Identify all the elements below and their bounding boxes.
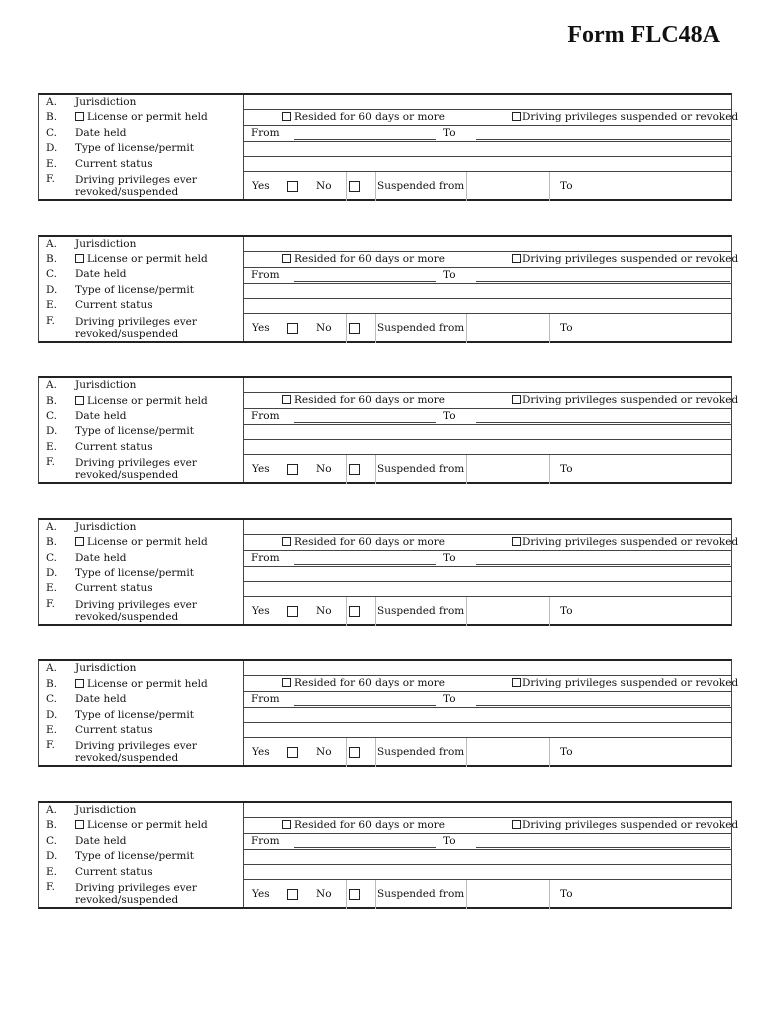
to-label: To: [443, 410, 456, 423]
license-type-field[interactable]: [244, 425, 731, 440]
privileges-row: [244, 172, 731, 201]
suspended-from-label: Suspended from: [377, 746, 465, 759]
resided-option: [282, 677, 445, 689]
item-labels: [75, 803, 208, 908]
suspended-to-label: To: [560, 604, 573, 617]
row-divider: [375, 455, 376, 484]
date-held-row: [244, 268, 731, 284]
privileges-row: [244, 314, 731, 343]
no-label: No: [316, 888, 332, 900]
label-current-status: Current status: [75, 299, 153, 312]
no-checkbox[interactable]: [349, 747, 360, 758]
item-labels: [75, 378, 208, 483]
no-label: No: [316, 746, 332, 759]
label-privileges-line1: Driving privileges ever: [75, 315, 197, 328]
label-license-held: [75, 535, 208, 550]
row-divider: [346, 172, 347, 201]
row-divider: [466, 880, 467, 909]
letter-b: B.: [46, 111, 58, 124]
license-type-field[interactable]: [244, 850, 731, 865]
license-held-text: License or permit held: [87, 536, 208, 549]
no-label: No: [316, 321, 332, 334]
label-current-status: Current status: [75, 723, 153, 736]
license-type-field[interactable]: [244, 284, 731, 299]
suspended-option: [512, 819, 738, 831]
label-license-type: Type of license/permit: [75, 142, 194, 155]
to-date-field[interactable]: [476, 705, 730, 706]
letter-e: E.: [46, 440, 58, 453]
no-checkbox[interactable]: [349, 889, 360, 900]
jurisdiction-field[interactable]: [244, 803, 731, 818]
yes-checkbox[interactable]: [287, 889, 298, 900]
license-block: [38, 518, 739, 626]
suspended-text: Driving privileges suspended or revoked: [522, 535, 739, 548]
resided-text: Resided for 60 days or more: [294, 535, 445, 548]
yes-checkbox[interactable]: [287, 606, 298, 617]
yes-label: Yes: [252, 321, 270, 334]
license-block: [38, 93, 739, 201]
yes-label: Yes: [252, 746, 270, 759]
license-type-field[interactable]: [244, 567, 731, 582]
label-license-held: [75, 110, 208, 125]
from-label: From: [251, 127, 280, 139]
label-privileges-line1: Driving privileges ever: [75, 457, 197, 470]
suspended-checkbox[interactable]: [512, 537, 521, 546]
to-date-field[interactable]: [476, 422, 730, 423]
suspended-text: Driving privileges suspended or revoked: [522, 252, 739, 265]
entry-area: [243, 95, 739, 199]
label-privileges: [75, 314, 208, 342]
to-label: To: [443, 835, 456, 847]
no-checkbox[interactable]: [349, 464, 360, 475]
row-divider: [549, 314, 550, 343]
suspended-option: [512, 253, 738, 265]
label-license-held: [75, 394, 208, 409]
date-held-row: [244, 834, 731, 850]
letter-e: E.: [46, 582, 58, 595]
letter-c: C.: [46, 126, 57, 139]
no-label: No: [316, 180, 332, 192]
suspended-to-label: To: [560, 888, 573, 900]
suspended-text: Driving privileges suspended or revoked: [522, 111, 739, 123]
label-license-type: Type of license/permit: [75, 283, 194, 296]
date-held-row: [244, 692, 731, 708]
letter-b: B.: [46, 536, 58, 549]
resided-text: Resided for 60 days or more: [294, 394, 445, 407]
letter-d: D.: [46, 850, 58, 863]
yes-label: Yes: [252, 463, 270, 476]
resided-option: [282, 394, 445, 406]
label-license-held: [75, 252, 208, 267]
label-privileges-line1: Driving privileges ever: [75, 598, 197, 611]
item-letters: [46, 237, 57, 329]
license-held-checkbox[interactable]: [75, 679, 84, 688]
date-held-row: [244, 126, 731, 142]
license-held-checkbox[interactable]: [75, 537, 84, 546]
row-divider: [466, 314, 467, 343]
label-jurisdiction: Jurisdiction: [75, 804, 137, 816]
suspended-from-label: Suspended from: [377, 604, 465, 617]
letter-f: F.: [46, 880, 55, 893]
suspended-from-label: Suspended from: [377, 888, 465, 900]
entry-area: [243, 520, 739, 624]
suspended-to-label: To: [560, 463, 573, 476]
label-privileges-line1: Driving privileges ever: [75, 173, 197, 186]
entry-area: [243, 378, 739, 482]
label-date-held: Date held: [75, 126, 127, 139]
letter-f: F.: [46, 314, 55, 327]
label-current-status: Current status: [75, 440, 153, 453]
item-letters: [46, 520, 57, 612]
license-block: [38, 235, 739, 343]
from-label: From: [251, 835, 280, 847]
from-date-field[interactable]: [294, 705, 436, 706]
label-date-held: Date held: [75, 551, 127, 564]
from-date-field[interactable]: [294, 422, 436, 423]
label-license-held: [75, 677, 208, 692]
label-license-held: [75, 818, 208, 833]
letter-e: E.: [46, 157, 58, 170]
suspended-checkbox[interactable]: [512, 820, 521, 829]
letter-a: A.: [46, 520, 57, 533]
label-privileges-line2: revoked/suspended: [75, 610, 179, 623]
no-checkbox[interactable]: [349, 606, 360, 617]
label-jurisdiction: Jurisdiction: [75, 520, 137, 533]
license-held-checkbox[interactable]: [75, 820, 84, 829]
from-label: From: [251, 268, 280, 281]
letter-c: C.: [46, 693, 57, 706]
privileges-row: [244, 738, 731, 767]
current-status-field[interactable]: [244, 723, 731, 738]
from-label: From: [251, 693, 280, 706]
row-divider: [375, 738, 376, 767]
item-labels: [75, 95, 208, 200]
row-divider: [346, 880, 347, 909]
item-letters: [46, 661, 57, 753]
letter-e: E.: [46, 865, 58, 878]
label-privileges: [75, 172, 208, 200]
label-privileges: [75, 597, 208, 625]
item-letters: [46, 378, 57, 470]
suspended-checkbox[interactable]: [512, 112, 521, 121]
letter-a: A.: [46, 662, 57, 675]
item-labels: [75, 520, 208, 625]
license-held-row: [244, 676, 739, 692]
row-divider: [466, 597, 467, 626]
entry-area: [243, 237, 739, 341]
letter-a: A.: [46, 96, 57, 108]
license-held-row: [244, 818, 739, 834]
yes-label: Yes: [252, 888, 270, 900]
form-title: Form FLC48A: [567, 22, 720, 48]
row-divider: [375, 880, 376, 909]
label-privileges-line2: revoked/suspended: [75, 327, 179, 340]
row-divider: [346, 738, 347, 767]
label-privileges-line2: revoked/suspended: [75, 752, 179, 765]
jurisdiction-field[interactable]: [244, 661, 731, 676]
item-letters: [46, 95, 57, 187]
label-date-held: Date held: [75, 409, 127, 422]
to-date-field[interactable]: [476, 847, 730, 848]
row-divider: [466, 172, 467, 201]
letter-f: F.: [46, 739, 55, 752]
resided-text: Resided for 60 days or more: [294, 819, 445, 831]
entry-area: [243, 803, 739, 907]
suspended-checkbox[interactable]: [512, 678, 521, 687]
suspended-option: [512, 677, 738, 689]
license-type-field[interactable]: [244, 142, 731, 157]
label-license-type: Type of license/permit: [75, 708, 194, 721]
current-status-field[interactable]: [244, 865, 731, 880]
license-held-checkbox[interactable]: [75, 112, 84, 121]
jurisdiction-field[interactable]: [244, 520, 731, 535]
row-divider: [466, 738, 467, 767]
from-date-field[interactable]: [294, 281, 436, 282]
license-held-checkbox[interactable]: [75, 396, 84, 405]
resided-text: Resided for 60 days or more: [294, 111, 445, 123]
row-divider: [346, 314, 347, 343]
yes-checkbox[interactable]: [287, 747, 298, 758]
license-held-text: License or permit held: [87, 819, 208, 832]
label-privileges-line1: Driving privileges ever: [75, 881, 197, 894]
jurisdiction-field[interactable]: [244, 378, 731, 393]
no-label: No: [316, 604, 332, 617]
label-jurisdiction: Jurisdiction: [75, 662, 137, 675]
row-divider: [375, 172, 376, 201]
letter-d: D.: [46, 283, 58, 296]
from-label: From: [251, 551, 280, 564]
resided-option: [282, 819, 445, 831]
label-date-held: Date held: [75, 693, 127, 706]
letter-f: F.: [46, 172, 55, 185]
letter-a: A.: [46, 804, 57, 816]
letter-d: D.: [46, 142, 58, 155]
resided-checkbox[interactable]: [282, 395, 291, 404]
item-letters: [46, 803, 57, 895]
to-label: To: [443, 693, 456, 706]
suspended-text: Driving privileges suspended or revoked: [522, 819, 739, 831]
license-held-row: [244, 110, 739, 126]
row-divider: [549, 455, 550, 484]
yes-checkbox[interactable]: [287, 181, 298, 192]
suspended-checkbox[interactable]: [512, 254, 521, 263]
license-block: [38, 801, 739, 909]
letter-b: B.: [46, 252, 58, 265]
license-block: [38, 376, 739, 484]
from-date-field[interactable]: [294, 564, 436, 565]
license-held-text: License or permit held: [87, 394, 208, 407]
from-label: From: [251, 410, 280, 423]
entry-area: [243, 661, 739, 765]
no-checkbox[interactable]: [349, 181, 360, 192]
license-held-text: License or permit held: [87, 252, 208, 265]
resided-checkbox[interactable]: [282, 678, 291, 687]
letter-b: B.: [46, 819, 58, 832]
license-held-text: License or permit held: [87, 111, 208, 124]
current-status-field[interactable]: [244, 299, 731, 314]
row-divider: [466, 455, 467, 484]
privileges-row: [244, 597, 731, 626]
privileges-row: [244, 880, 731, 909]
item-labels: [75, 661, 208, 766]
letter-a: A.: [46, 379, 57, 392]
row-divider: [549, 880, 550, 909]
license-held-text: License or permit held: [87, 677, 208, 690]
to-label: To: [443, 127, 456, 139]
letter-c: C.: [46, 834, 57, 847]
label-jurisdiction: Jurisdiction: [75, 379, 137, 392]
suspended-from-label: Suspended from: [377, 180, 465, 192]
label-privileges: [75, 455, 208, 483]
label-jurisdiction: Jurisdiction: [75, 96, 137, 108]
suspended-text: Driving privileges suspended or revoked: [522, 394, 739, 407]
no-label: No: [316, 463, 332, 476]
row-divider: [375, 314, 376, 343]
label-license-type: Type of license/permit: [75, 566, 194, 579]
to-date-field[interactable]: [476, 281, 730, 282]
letter-f: F.: [46, 597, 55, 610]
suspended-from-label: Suspended from: [377, 463, 465, 476]
to-date-field[interactable]: [476, 564, 730, 565]
letter-d: D.: [46, 425, 58, 438]
jurisdiction-field[interactable]: [244, 95, 731, 110]
suspended-option: [512, 111, 738, 123]
label-jurisdiction: Jurisdiction: [75, 237, 137, 250]
suspended-from-label: Suspended from: [377, 321, 465, 334]
letter-f: F.: [46, 456, 55, 469]
letter-c: C.: [46, 551, 57, 564]
date-held-row: [244, 551, 731, 567]
item-labels: [75, 237, 208, 342]
letter-e: E.: [46, 299, 58, 312]
label-current-status: Current status: [75, 582, 153, 595]
row-divider: [346, 597, 347, 626]
resided-checkbox[interactable]: [282, 537, 291, 546]
label-current-status: Current status: [75, 157, 153, 170]
label-license-type: Type of license/permit: [75, 850, 194, 863]
letter-c: C.: [46, 268, 57, 281]
resided-option: [282, 111, 445, 123]
current-status-field[interactable]: [244, 440, 731, 455]
license-held-row: [244, 393, 739, 409]
yes-label: Yes: [252, 604, 270, 617]
resided-checkbox[interactable]: [282, 254, 291, 263]
label-privileges-line1: Driving privileges ever: [75, 740, 197, 753]
letter-e: E.: [46, 723, 58, 736]
suspended-text: Driving privileges suspended or revoked: [522, 677, 739, 690]
resided-text: Resided for 60 days or more: [294, 677, 445, 690]
jurisdiction-field[interactable]: [244, 237, 731, 252]
resided-text: Resided for 60 days or more: [294, 252, 445, 265]
row-divider: [549, 738, 550, 767]
date-held-row: [244, 409, 731, 425]
license-held-row: [244, 535, 739, 551]
letter-a: A.: [46, 237, 57, 250]
yes-checkbox[interactable]: [287, 323, 298, 334]
license-held-checkbox[interactable]: [75, 254, 84, 263]
label-date-held: Date held: [75, 268, 127, 281]
label-current-status: Current status: [75, 865, 153, 878]
resided-checkbox[interactable]: [282, 820, 291, 829]
yes-checkbox[interactable]: [287, 464, 298, 475]
suspended-to-label: To: [560, 180, 573, 192]
row-divider: [375, 597, 376, 626]
label-privileges: [75, 738, 208, 766]
resided-option: [282, 253, 445, 265]
resided-checkbox[interactable]: [282, 112, 291, 121]
suspended-option: [512, 394, 738, 406]
to-label: To: [443, 268, 456, 281]
label-privileges-line2: revoked/suspended: [75, 893, 179, 906]
to-label: To: [443, 551, 456, 564]
row-divider: [549, 172, 550, 201]
no-checkbox[interactable]: [349, 323, 360, 334]
letter-d: D.: [46, 708, 58, 721]
letter-d: D.: [46, 566, 58, 579]
privileges-row: [244, 455, 731, 484]
letter-b: B.: [46, 394, 58, 407]
suspended-option: [512, 536, 738, 548]
label-license-type: Type of license/permit: [75, 425, 194, 438]
suspended-checkbox[interactable]: [512, 395, 521, 404]
yes-label: Yes: [252, 180, 270, 192]
label-date-held: Date held: [75, 834, 127, 847]
to-date-field[interactable]: [476, 139, 730, 140]
license-type-field[interactable]: [244, 708, 731, 723]
suspended-to-label: To: [560, 746, 573, 759]
letter-b: B.: [46, 677, 58, 690]
label-privileges-line2: revoked/suspended: [75, 469, 179, 482]
from-date-field[interactable]: [294, 847, 436, 848]
label-privileges-line2: revoked/suspended: [75, 185, 179, 198]
from-date-field[interactable]: [294, 139, 436, 140]
suspended-to-label: To: [560, 321, 573, 334]
current-status-field[interactable]: [244, 157, 731, 172]
license-block: [38, 659, 739, 767]
label-privileges: [75, 880, 208, 908]
current-status-field[interactable]: [244, 582, 731, 597]
row-divider: [549, 597, 550, 626]
license-held-row: [244, 252, 739, 268]
resided-option: [282, 536, 445, 548]
row-divider: [346, 455, 347, 484]
letter-c: C.: [46, 409, 57, 422]
